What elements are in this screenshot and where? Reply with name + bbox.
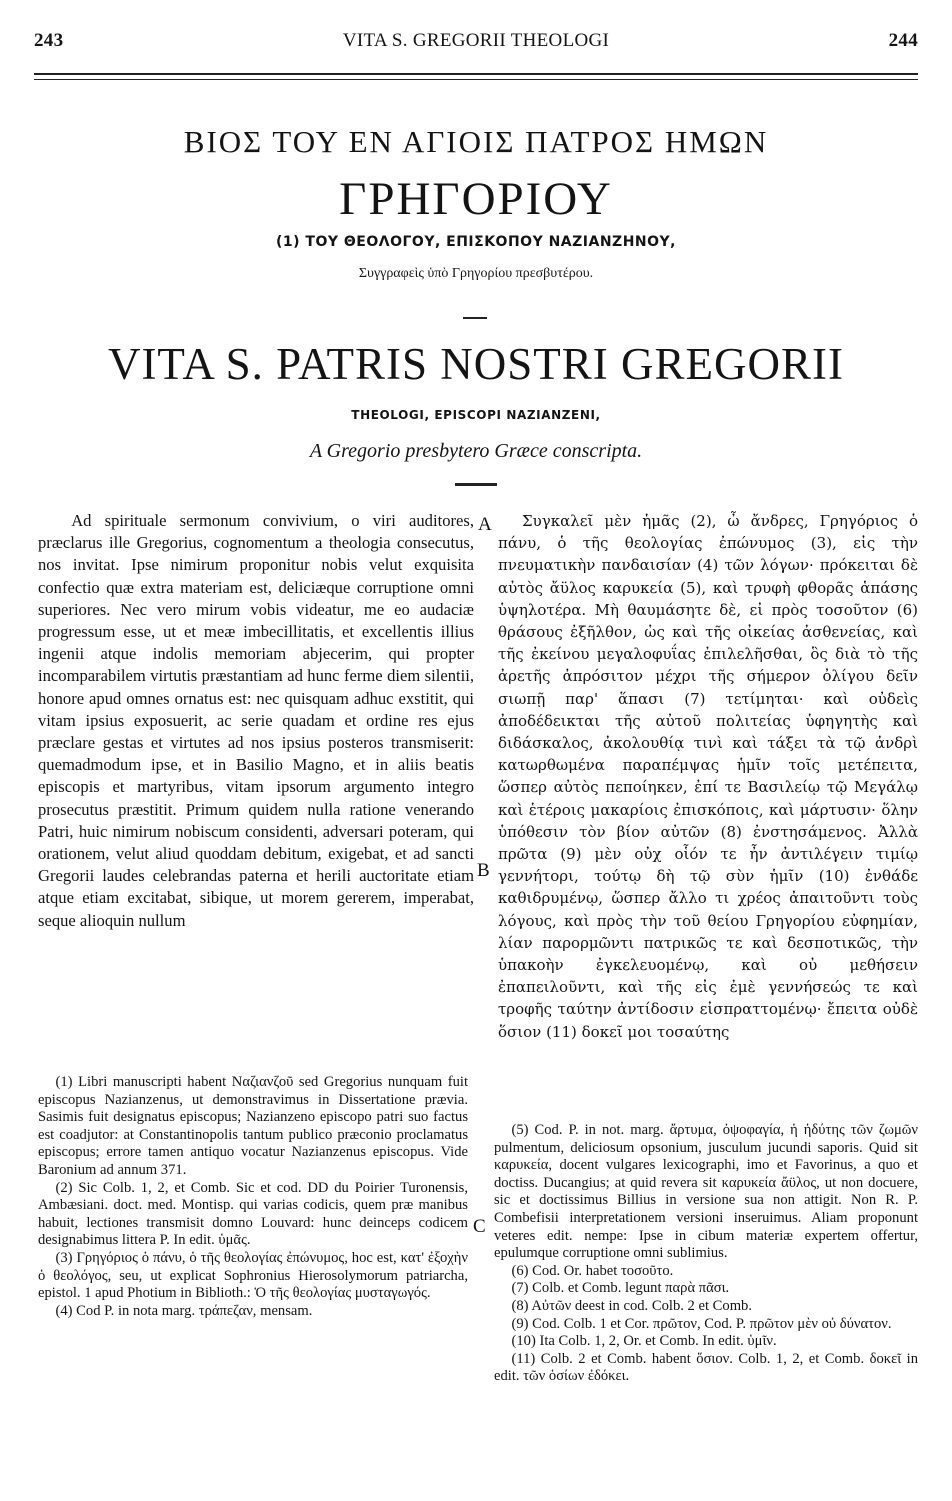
latin-title: VITA S. PATRIS NOSTRI GREGORII: [107, 339, 845, 389]
greek-author-line: Συγγραφεὶς ὑπὸ Γρηγορίου πρεσβυτέρου.: [358, 266, 594, 281]
separator-dash-heavy: [455, 483, 497, 486]
footnote: (5) Cod. P. in not. marg. ἄρτυμα, ὀψοφαγία, ἡ ἡδύτης τῶν ζωμῶν pulmentum, deliciosum opsonium, jusculum jucundi saporis. Quid sit καρυκεία, docent vulgares lexicographi, imo et Favorinus, a quo et doctiss. Ducangius; at quid revera sit καρυκεία ἄϋλος, ut non docuere, sic et doctissimus Billius in versione sua non attigit. Non R. P. Combefisii interpretationem versioni inseruimus. Aliam proponunt veteres edit. nempe: Ipse in cibum materiæ expertem offertur, epulumque corruptione omni sublimius.: [494, 1122, 918, 1262]
footnote: (4) Cod P. in nota marg. τράπεζαν, mensam.: [55, 1302, 313, 1319]
latin-author-line: A Gregorio presbytero Græce conscripta.: [309, 440, 643, 462]
footnote: (7) Colb. et Comb. legunt παρὰ πᾶσι.: [511, 1280, 730, 1297]
footnotes-right: [494, 1122, 918, 1386]
margin-marker-c: C: [473, 1216, 486, 1237]
latin-subtitle: THEOLOGI, EPISCOPI NAZIANZENI,: [351, 408, 601, 422]
footnote: (10) Ita Colb. 1, 2, Or. et Comb. In edit. ὑμῖν.: [511, 1333, 777, 1350]
latin-body-text: Ad spirituale sermonum convivium, o viri auditores, præclarus ille Gregorius, cognomentum a theologia consecutus, nos invitat. Ipse nimirum proponitur nobis velut exquisita confectio quæ extra materiam est, deliciæque corruptione omni superiores. Nec vero mirum vobis videatur, me eo audaciæ progressum esse, ut et meæ imbecillitatis, et excellentis illius ingenii atque indolis memoriam abjecerim, qui propter incomparabilem virtutis præstantiam ad hunc ferme diem silentii, honore apud omnes ornatus est: nec quisquam adhuc exstitit, qui vitam ipsius exposuerit, ac serie quadam et ordine res ejus præclare gestas et virtutes ad nos ipsius posteros transmiserit: quemadmodum ipse, et in Basilio Magno, et in aliis beatis episcopis et martyribus, vitam ipsorum argumento integro prosecutus præstitit. Primum quidem nulla ratione venerando Patri, huic nimirum nobiscum considenti, adversari poteram, qui orationem, velut aliud quoddam debitum, exigebat, et ad sancti Gregorii laudes celebrandas paterna et herili auctoritate etiam atque etiam excitabat, sibique, ut morem gererem, imperabat, seque alioquin nullum: [38, 511, 474, 930]
greek-subtitle: (1) ΤΟΥ ΘΕΟΛΟΓΟΥ, ΕΠΙΣΚΟΠΟΥ ΝΑΖΙΑΝΖΗΝΟΥ,: [276, 234, 676, 250]
separator-dash: [463, 317, 487, 319]
footnote: (9) Cod. Colb. 1 et Cor. πρῶτον, Cod. P. πρῶτον μὲν οὐ δύνατον.: [511, 1315, 892, 1332]
header-rule-thick: [34, 73, 918, 75]
running-head: [34, 30, 918, 54]
margin-marker-a: A: [478, 514, 492, 535]
greek-title-line1: ΒΙΟΣ ΤΟΥ ΕΝ ΑΓΙΟΙΣ ΠΑΤΡΟΣ ΗΜΩΝ: [183, 124, 769, 159]
footnote: (8) Αὐτῶν deest in cod. Colb. 2 et Comb.: [511, 1297, 752, 1314]
footnote: (11) Colb. 2 et Comb. habent ὅσιον. Colb. 1, 2, et Comb. δοκεῖ in edit. τῶν ὁσίων ἐδόκει.: [494, 1350, 918, 1385]
page-number-right: 244: [888, 30, 918, 51]
footnote: (3) Γρηγόριος ὁ πάνυ, ὁ τῆς θεολογίας ἐπώνυμος, hoc est, κατ' ἐξοχὴν ὁ θεολόγος, seu, ut explicat Sophronius Hierosolymorum patriarcha, epistol. 1 apud Photium in Biblioth.: Ὁ τῆς θεολογίας μυσταγωγός.: [38, 1249, 468, 1302]
footnotes-left: [38, 1074, 468, 1320]
footnote: (2) Sic Colb. 1, 2, et Comb. Sic et cod. DD du Poirier Turonensis, Ambæsiani. doct. med. Montisp. qui varias codicis, quem præ manibus habuit, lectiones transmisit domno Louvard: hunc deinceps codicem designabimus littera P. In edit. ὑμᾶς.: [38, 1179, 468, 1249]
margin-marker-b: B: [477, 860, 490, 881]
footnote: (6) Cod. Or. habet τοσοῦτο.: [511, 1262, 674, 1279]
greek-body-text: Συγκαλεῖ μὲν ἡμᾶς (2), ὦ ἄνδρες, Γρηγόριος ὁ πάνυ, ὁ τῆς θεολογίας ἐπώνυμος (3), εἰς τὴν πνευματικὴν πανδαισίαν (4) τῶν λόγων· πρόκειται δὲ αὐτὸς ἄϋλος καρυκεία (5), καὶ τρυφὴ φθορᾶς ἁπάσης ὑψηλοτέρα. Μὴ θαυμάσητε δὲ, εἰ πρὸς τοσοῦτον (6) θράσους ἐξῆλθον, ὡς καὶ τῆς οἰκείας ἀσθενείας, καὶ τῆς ἐκείνου μεγαλοφυΐας ἐπιλελῆσθαι, ὃς διὰ τὸ τῆς ἀρετῆς ἀπρόσιτον μέχρι τῆς σήμερον ὀλίγου δεῖν σιωπῇ παρ' ἅπασι (7) τετίμηται· καὶ οὐδεὶς ἀποδέδεικται τῆς αὐτοῦ πολιτείας ὑφηγητὴς καὶ διδάσκαλος, ἀκολουθίᾳ τινὶ καὶ τάξει τὰ τῷ ἀνδρὶ κατωρθωμένα παραπέμψας ἡμῖν τοῖς μετέπειτα, ὥσπερ αὐτὸς πεποίηκεν, ἐπί τε Βασιλείῳ τῷ Μεγάλῳ καὶ ἑτέροις μακαρίοις ἐπισκόποις, καὶ μάρτυσιν· ὅλην ὑπόθεσιν τὸν βίον αὐτῶν (8) ἐνστησάμενος. Ἀλλὰ πρῶτα (9) μὲν οὐχ οἷόν τε ἦν ἀντιλέγειν τιμίῳ γεννήτορι, τούτῳ δὴ τῷ σὺν ἡμῖν (10) ἐνθάδε καθιδρυμένῳ, ὥσπερ ἄλλο τι χρέος ἀπαιτοῦντι τοὺς λόγους, καὶ πρὸς τὴν τοῦ θείου Γρηγορίου εὐφημίαν, λίαν παρορμῶντι πατρικῶς τε καὶ δεσποτικῶς, τὴν ὑπακοὴν ἐγκελευομένῳ, καὶ οὐ μεθήσειν ἐπαπειλοῦντι, καὶ τῆς εἰς ἐμὲ γεννήσεώς τε καὶ τροφῆς ταύτην ἀντίδοσιν εἰσπραττομένῳ· ἔπειτα οὐδὲ ὅσιον (11) δοκεῖ μοι τοσαύτης: [498, 512, 918, 1041]
page-number-left: 243: [34, 30, 64, 51]
greek-title-line2: ΓΡΗΓΟΡΙΟΥ: [339, 173, 613, 225]
footnote: (1) Libri manuscripti habent Ναζιανζοῦ sed Gregorius nunquam fuit episcopus Nazianzenus, ut demonstravimus in Dissertatione prævia. Sasimis fuit designatus episcopus; Nazianzeno episcopo patri suo factus est coadjutor: at Constantinopolis tantum publico præconio proclamatus episcopus; errore tamen antiquo vocatur Nazianzenus episcopus. Vide Baronium ad annum 371.: [38, 1074, 468, 1178]
running-title: VITA S. GREGORII THEOLOGI: [342, 30, 610, 51]
header-rule-thin: [34, 79, 918, 80]
